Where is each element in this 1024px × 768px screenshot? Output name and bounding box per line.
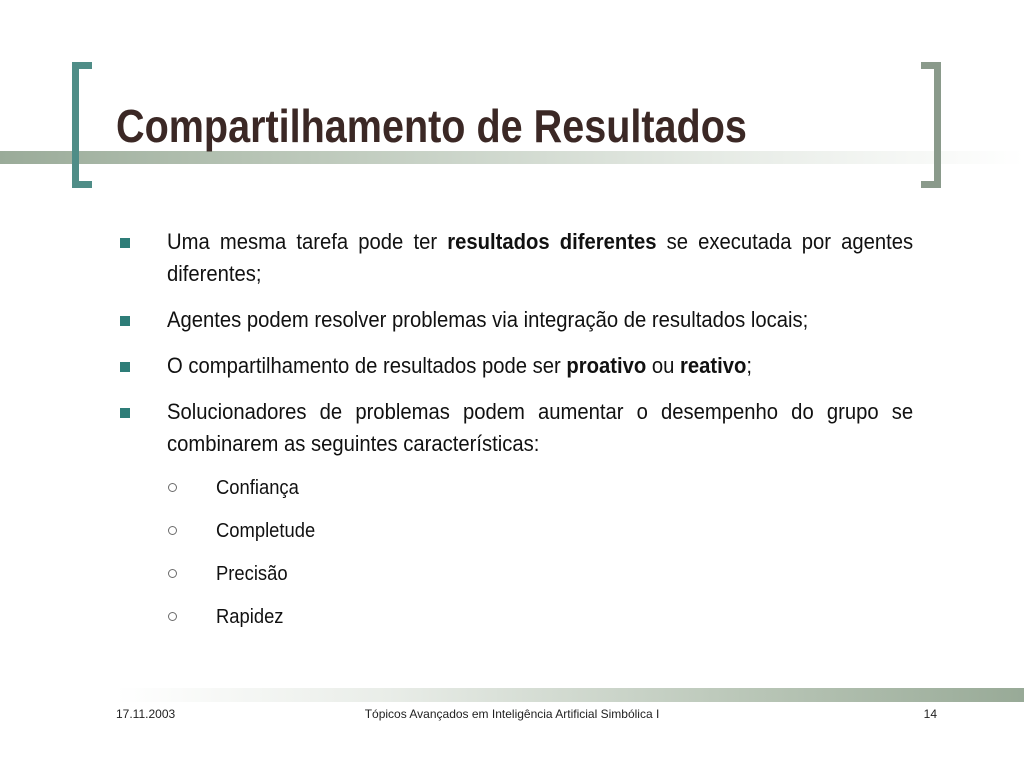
square-bullet-icon xyxy=(120,408,130,418)
sub-bullet-text: Completude xyxy=(216,520,316,542)
sub-bullet-item xyxy=(116,517,914,545)
bullet-item xyxy=(116,350,914,382)
bullet-text: Uma mesma tarefa pode ter resultados diferentes se executada por agentes diferentes; xyxy=(167,229,914,286)
right-bracket-decoration xyxy=(921,62,941,188)
circle-bullet-icon xyxy=(168,569,177,578)
circle-bullet-icon xyxy=(168,526,177,535)
slide-content xyxy=(116,226,914,646)
left-bracket-decoration xyxy=(72,62,92,188)
bullet-text: Agentes podem resolver problemas via integração de resultados locais; xyxy=(167,307,809,332)
sub-bullet-text: Precisão xyxy=(216,563,288,585)
sub-bullet-text: Rapidez xyxy=(216,606,284,628)
page-number: 14 xyxy=(923,707,937,721)
circle-bullet-icon xyxy=(168,612,177,621)
bullet-text: Solucionadores de problemas podem aumentar o desempenho do grupo se combinarem as seguintes características: xyxy=(167,399,914,456)
square-bullet-icon xyxy=(120,316,130,326)
circle-bullet-icon xyxy=(168,483,177,492)
sub-bullet-item xyxy=(116,560,914,588)
bullet-text: O compartilhamento de resultados pode ser proativo ou reativo; xyxy=(167,353,753,378)
bullet-item xyxy=(116,396,914,460)
sub-bullet-text: Confiança xyxy=(216,477,299,499)
bullet-item xyxy=(116,304,914,336)
sub-bullet-item xyxy=(116,474,914,502)
bullet-item xyxy=(116,226,914,290)
square-bullet-icon xyxy=(120,362,130,372)
square-bullet-icon xyxy=(120,238,130,248)
slide-title: Compartilhamento de Resultados xyxy=(116,100,747,152)
sub-bullet-item xyxy=(116,603,914,631)
footer-band xyxy=(116,688,1024,702)
footer-course-title: Tópicos Avançados em Inteligência Artificial Simbólica I xyxy=(364,707,660,721)
footer-date: 17.11.2003 xyxy=(116,707,176,721)
